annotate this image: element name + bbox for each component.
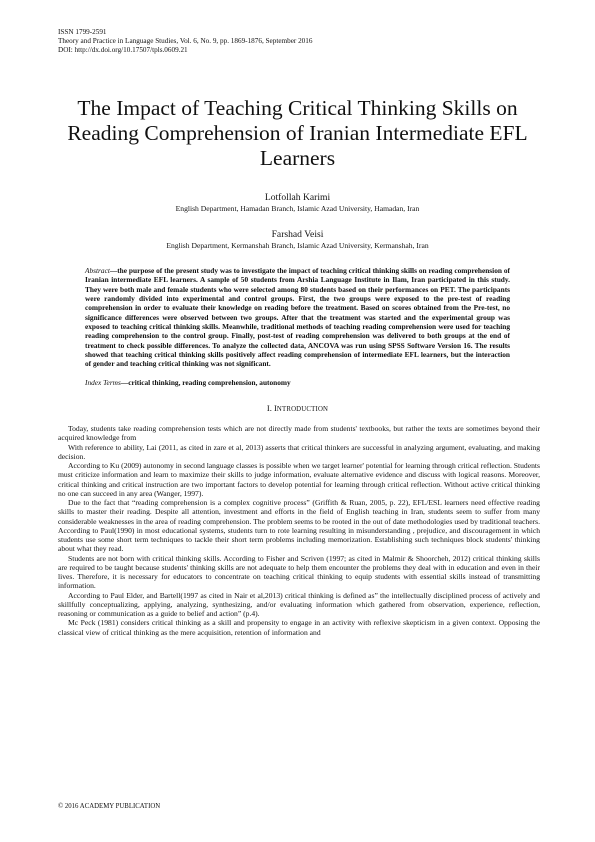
abstract	[85, 266, 510, 368]
journal-header	[58, 28, 538, 55]
author-name: Lotfollah Karimi	[264, 192, 331, 203]
author-block-2	[40, 229, 555, 251]
section-heading-introduction	[40, 403, 555, 415]
author-block-1	[40, 192, 555, 214]
section-number: I.	[266, 403, 274, 413]
paragraph: Mc Peck (1981) considers critical thinking as a skill and propensity to engage in an activity with reflexive skepticism in a given context. Opposing the classical view of critical thinking as the mere acquisition, retention of information and	[58, 618, 540, 637]
author-affiliation: English Department, Hamadan Branch, Islamic Azad University, Hamadan, Iran	[175, 204, 420, 213]
paragraph: According to Paul Elder, and Bartell(1997 as cited in Nair et al,2013) critical thinking is defined as” the intellectually disciplined process of actively and skillfully conceptualizing, applying, analyzing, synthesizing, and/or evaluating information which gathered from observation, experience, reflection, reasoning or communication as a guide to belief and action” (p.4).	[58, 590, 540, 618]
paragraph: Students are not born with critical thinking skills. According to Fisher and Scriven (1997; as cited in Malmir & Shoorcheh, 2012) critical thinking skills are required to be taught because students' thinking skills are not adequate to help them encounter the problems they deal with in education and even in their lives. Therefore, it is necessary for educators to concentrate on teaching critical thinking to equip students with essential skills instead of transmitting information.	[58, 553, 540, 591]
copyright-footer: © 2016 ACADEMY PUBLICATION	[58, 803, 161, 810]
author-name: Farshad Veisi	[271, 229, 324, 240]
paragraph: Due to the fact that “reading comprehension is a complex cognitive process” (Griffith & Ruan, 2005, p. 22), EFL/ESL learners need effective reading skills to master their reading. Despite all attention, investment and efforts in the field of English teaching in Iran, students seem to suffer from many considerable weaknesses in the area of reading comprehension. The problem seems to be rooted in the out of date methodologies used by traditional teachers. According to Paul(1990) in most educational systems, students turn to rote learning resulting in misunderstanding , prejudice, and discouragement in which students use some short term techniques to tackle their short term problems including memorization. Establishing such techniques block students' thinking about what they read.	[58, 498, 540, 554]
index-terms-text: —critical thinking, reading comprehension, autonomy	[120, 378, 291, 387]
abstract-text: —the purpose of the present study was to investigate the impact of teaching critical thinking skills on reading comprehension of Iranian intermediate EFL learners. A sample of 50 students from Arshia Language Institute in Ilam, Iran participated in this study. They were both male and female students who were selected among 80 students based on their performances on PET. The participants were randomly divided into experimental and control groups. First, the two groups were exposed to the pre-test of reading comprehension in order to evaluate their knowledge on reading before the treatment. Based on scores obtained from the Pre-test, no significance differences were observed between two groups. After that the treatment was started and the experimental group was exposed to teaching critical thinking skills. Meanwhile, traditional methods of teaching reading comprehension were used for teaching reading comprehension to the control group. Finally, post-test of reading comprehension was delivered to both groups at the end of treatment to check possible differences. To analyze the collected data, ANCOVA was run using SPSS Software Version 16. The results showed that teaching critical thinking skills positively affect reading comprehension of intermediate EFL learners, but the interaction of gender and teaching critical thinking was not significant.	[85, 266, 510, 369]
issn-line: ISSN 1799-2591	[58, 28, 107, 36]
doi-line: DOI: http://dx.doi.org/10.17507/tpls.0609.21	[58, 46, 188, 54]
abstract-label: Abstract	[85, 266, 110, 275]
author-affiliation: English Department, Kermanshah Branch, Islamic Azad University, Kermanshah, Iran	[166, 241, 429, 250]
index-terms-label: Index Terms	[85, 378, 121, 387]
body-text	[58, 424, 540, 637]
section-first-letter: I	[274, 403, 277, 413]
paper-title: The Impact of Teaching Critical Thinking Skills on Reading Comprehension of Iranian Intermediate EFL Learners	[67, 96, 528, 170]
paragraph: With reference to ability, Lai (2011, as cited in zare et al, 2013) asserts that critical thinkers are successful in analyzing argument, evaluating, and making decision.	[58, 442, 540, 461]
index-terms	[85, 378, 510, 387]
paragraph: Today, students take reading comprehension tests which are not directly made from students' textbooks, but rather the texts are sometimes beyond their acquired knowledge from	[58, 424, 540, 443]
paragraph: According to Ku (2009) autonomy in second language classes is possible when we target learner' potential for learning through critical reflection. Students must criticize information and learn to maximize their skills to judge information, evaluate alternative evidence and discuss with logical reasons. Moreover, critical thinking and critical instruction are two important factors to develop potential for learning through critical reflection. Without active critical thinking no one can succeed in any area (Wanger, 1997).	[58, 461, 540, 498]
section-title-rest: NTRODUCTION	[276, 406, 329, 413]
journal-citation-line: Theory and Practice in Language Studies, Vol. 6, No. 9, pp. 1869-1876, September 2016	[58, 37, 313, 45]
